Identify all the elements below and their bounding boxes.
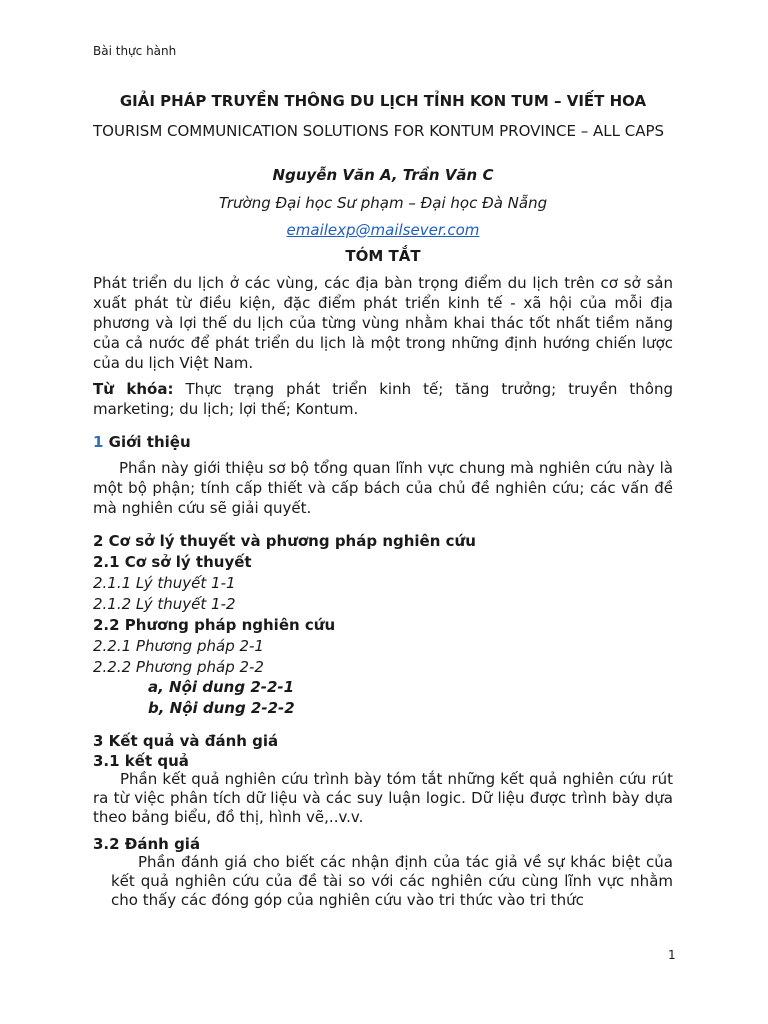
- section-2-2-heading: 2.2 Phương pháp nghiên cứu: [93, 616, 336, 634]
- section-3-2-heading: 3.2 Đánh giá: [93, 835, 201, 853]
- section-2-1-2-heading: 2.1.2 Lý thuyết 1-2: [93, 595, 236, 613]
- paper-title: GIẢI PHÁP TRUYỀN THÔNG DU LỊCH TỈNH KON TUM – VIẾT HOA: [119, 92, 647, 110]
- section-3-heading: 3 Kết quả và đánh giá: [93, 732, 279, 750]
- section-2-heading: 2 Cơ sở lý thuyết và phương pháp nghiên cứu: [93, 532, 476, 550]
- section-2-1-heading: 2.1 Cơ sở lý thuyết: [93, 553, 252, 571]
- abstract-text: Phát triển du lịch ở các vùng, các địa bàn trọng điểm du lịch trên cơ sở sản xuất phát từ điều kiện, đặc điểm phát triển kinh tế - xã hội của mỗi địa phương và lợi thế du lịch của từng vùng nhằm khai thác tốt nhất tiềm năng của cả nước để phát triển du lịch là một trong những định hướng chiến lược của du lịch Việt Nam.: [93, 274, 673, 372]
- keywords-paragraph: [93, 379, 673, 419]
- abstract-heading: TÓM TẮT: [345, 247, 421, 265]
- section-2-2-1-heading: 2.2.1 Phương pháp 2-1: [93, 637, 264, 655]
- email-link[interactable]: emailexp@mailsever.com: [286, 221, 480, 239]
- running-header: Bài thực hành: [93, 44, 177, 58]
- section-2-1-1-heading: 2.1.1 Lý thuyết 1-1: [93, 574, 236, 592]
- section-1-title: Giới thiệu: [103, 433, 191, 451]
- affiliation: Trường Đại học Sư phạm – Đại học Đà Nẵng: [218, 194, 548, 212]
- subitem-b: b, Nội dung 2-2-2: [148, 699, 295, 717]
- section-1-heading: [93, 433, 191, 451]
- section-1-number: 1: [93, 433, 104, 451]
- page-number: 1: [668, 948, 676, 962]
- section-3-2-text: Phần đánh giá cho biết các nhận định của tác giả về sự khác biệt của kết quả nghiên cứu của đề tài so với các nghiên cứu cùng lĩnh vực nhằm cho thấy các đóng góp của nghiên cứu vào tri thức vào tri thức: [111, 853, 673, 909]
- section-2-2-2-heading: 2.2.2 Phương pháp 2-2: [93, 658, 264, 676]
- paper-subtitle-english: TOURISM COMMUNICATION SOLUTIONS FOR KONTUM PROVINCE – ALL CAPS: [93, 122, 665, 140]
- email-line: [93, 221, 673, 239]
- keywords-text: Thực trạng phát triển kinh tế; tăng trưởng; truyền thông marketing; du lịch; lợi thế; Kontum.: [93, 380, 673, 418]
- section-1-text: Phần này giới thiệu sơ bộ tổng quan lĩnh vực chung mà nghiên cứu này là một bộ phận; tính cấp thiết và cấp bách của chủ đề nghiên cứu; các vấn đề mà nghiên cứu sẽ giải quyết.: [93, 459, 673, 517]
- subitem-a: a, Nội dung 2-2-1: [148, 678, 295, 696]
- section-3-1-heading: 3.1 kết quả: [93, 752, 189, 770]
- keywords-label: Từ khóa:: [93, 380, 174, 398]
- section-3-1-text: Phần kết quả nghiên cứu trình bày tóm tắt những kết quả nghiên cứu rút ra từ việc phân tích dữ liệu và các suy luận logic. Dữ liệu được trình bày dựa theo bảng biểu, đồ thị, hình vẽ,..v.v.: [93, 770, 673, 826]
- author-list: Nguyễn Văn A, Trần Văn C: [272, 166, 494, 184]
